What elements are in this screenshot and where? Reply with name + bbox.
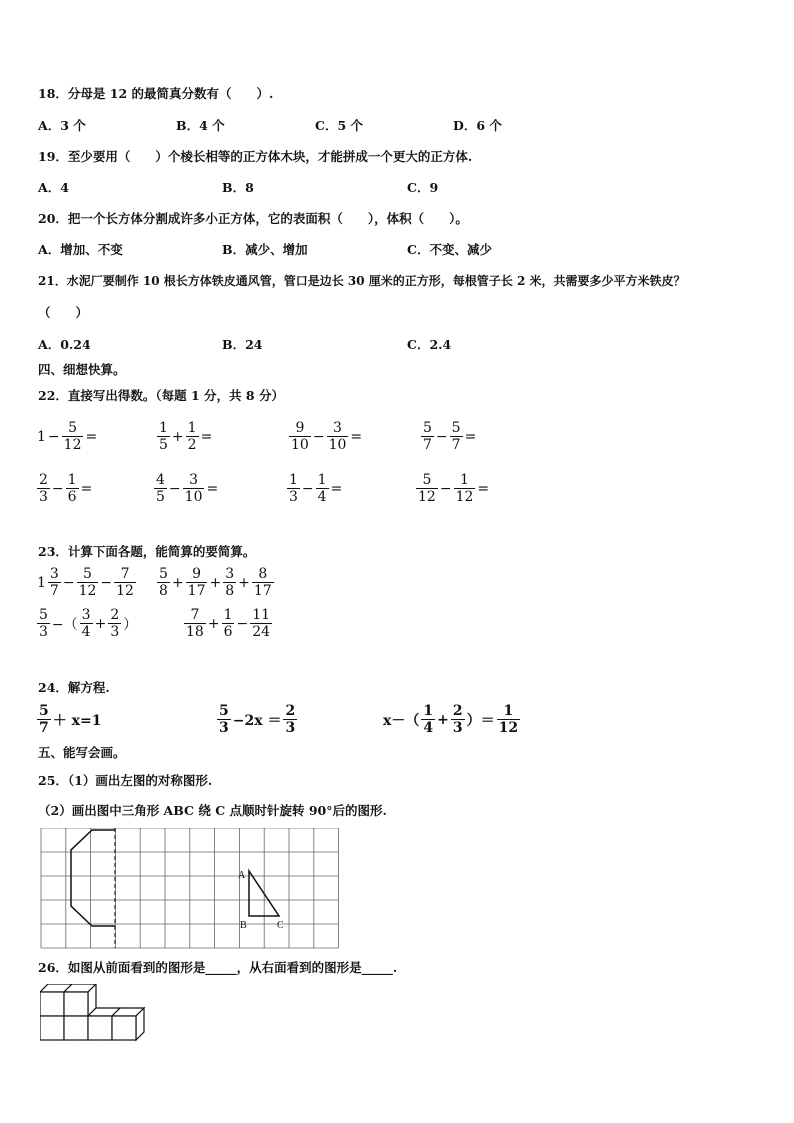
fraction — [157, 420, 170, 453]
expression-token: + — [207, 615, 220, 632]
denominator: 6 — [67, 489, 77, 505]
fraction — [157, 566, 170, 599]
expression-token: −（ — [51, 616, 78, 633]
denominator: 6 — [223, 624, 233, 640]
fraction — [37, 607, 50, 640]
expression-token: −2x ＝ — [232, 712, 282, 729]
denominator: 3 — [110, 624, 120, 640]
q26-stem: 26．如图从前面看到的图形是_____，从右面看到的图形是_____. — [38, 960, 398, 975]
q23-stem: 23．计算下面各题，能简算的要简算。 — [38, 544, 256, 559]
fraction — [421, 703, 435, 736]
q22-item-1 — [36, 420, 98, 453]
denominator: 10 — [291, 437, 309, 453]
fraction — [289, 420, 311, 453]
denominator: 18 — [186, 624, 204, 640]
numerator: 1 — [460, 472, 469, 488]
expression-token: = — [200, 428, 213, 445]
q23-item-4 — [183, 607, 273, 640]
numerator: 2 — [39, 472, 48, 488]
q19-option-c[interactable]: C．9 — [407, 180, 439, 195]
section-4-heading: 四、细想快算。 — [38, 362, 126, 377]
q18-option-b[interactable]: B．4 个 — [176, 118, 225, 133]
numerator: 3 — [225, 566, 235, 582]
fraction — [37, 472, 50, 505]
expression-token: x－（ — [383, 712, 420, 729]
expression-token: = — [477, 480, 490, 497]
q24-equation-1 — [36, 703, 102, 736]
q23-item-3 — [36, 607, 138, 640]
denominator: 8 — [159, 583, 168, 599]
expression-token: = — [85, 428, 98, 445]
expression-token: + — [171, 574, 184, 591]
q19-option-b[interactable]: B．8 — [222, 180, 254, 195]
numerator: 1 — [503, 703, 514, 719]
fraction — [66, 472, 79, 505]
numerator: 1 — [67, 472, 77, 488]
expression-token: − — [47, 428, 60, 445]
q20-stem: 20．把一个长方体分割成许多小正方体，它的表面积（ ），体积（ ）。 — [38, 211, 468, 226]
q19-option-a[interactable]: A．4 — [38, 180, 69, 195]
fraction — [186, 566, 208, 599]
fraction — [223, 566, 236, 599]
q24-stem: 24．解方程. — [38, 680, 110, 695]
q25-part-2: （2）画出图中三角形 ABC 绕 C 点顺时针旋转 90°后的图形. — [38, 803, 387, 818]
expression-token: + — [238, 574, 250, 591]
fraction — [108, 607, 121, 640]
fraction — [80, 607, 93, 640]
fraction — [416, 472, 438, 505]
denominator: 17 — [187, 583, 206, 599]
numerator: 3 — [333, 420, 342, 436]
expression-token: − — [236, 615, 249, 632]
expression-token: − — [51, 480, 64, 497]
numerator: 8 — [258, 566, 268, 582]
expression-token: = — [350, 428, 363, 445]
fraction — [48, 566, 61, 599]
q19-stem: 19．至少要用（ ）个棱长相等的正方体木块，才能拼成一个更大的正方体. — [38, 149, 473, 164]
numerator: 2 — [452, 703, 463, 719]
numerator: 3 — [81, 607, 91, 623]
expression-token: = — [464, 428, 477, 445]
fraction — [327, 420, 349, 453]
q22-item-8 — [415, 472, 490, 505]
q18-option-c[interactable]: C．5 个 — [315, 118, 363, 133]
denominator: 7 — [49, 583, 59, 599]
numerator: 7 — [190, 607, 200, 623]
q22-item-2 — [156, 420, 213, 453]
denominator: 12 — [498, 720, 519, 736]
label-b: B — [240, 920, 247, 931]
fraction — [186, 420, 199, 453]
fraction — [77, 566, 99, 599]
section-5-heading: 五、能写会画。 — [38, 745, 126, 760]
expression-token: + — [171, 428, 184, 445]
grid-lines — [41, 828, 339, 948]
label-c: C — [277, 920, 284, 931]
numerator: 11 — [252, 607, 271, 623]
numerator: 1 — [223, 607, 233, 623]
denominator: 12 — [418, 489, 436, 505]
numerator: 1 — [187, 420, 197, 436]
fraction — [283, 703, 297, 736]
q22-item-7 — [286, 472, 343, 505]
fraction — [454, 472, 476, 505]
expression-token: ） — [123, 616, 138, 633]
denominator: 5 — [159, 437, 168, 453]
numerator: 5 — [159, 566, 168, 582]
denominator: 2 — [187, 437, 197, 453]
denominator: 10 — [184, 489, 203, 505]
fraction — [451, 703, 465, 736]
denominator: 24 — [252, 624, 271, 640]
numerator: 3 — [49, 566, 59, 582]
numerator: 5 — [68, 420, 78, 436]
q22-item-4 — [420, 420, 477, 453]
q20-option-a[interactable]: A．增加、不变 — [38, 242, 123, 257]
numerator: 9 — [295, 420, 305, 436]
denominator: 3 — [289, 489, 298, 505]
numerator: 5 — [451, 420, 461, 436]
q21-blank: （ ） — [38, 305, 89, 320]
expression-token: 1 — [37, 428, 46, 445]
q22-item-6 — [153, 472, 219, 505]
q23-item-1 — [36, 566, 137, 599]
numerator: 1 — [317, 472, 327, 488]
numerator: 5 — [83, 566, 92, 582]
numerator: 4 — [156, 472, 165, 488]
expression-token: − — [312, 428, 325, 445]
expression-token: − — [301, 480, 314, 497]
expression-token: = — [80, 480, 93, 497]
q18-option-d[interactable]: D．6 个 — [453, 118, 502, 133]
fraction — [252, 566, 274, 599]
expression-token: 1 — [37, 574, 46, 591]
fraction — [421, 420, 434, 453]
q22-item-3 — [288, 420, 363, 453]
expression-token: − — [168, 480, 181, 497]
numerator: 5 — [39, 607, 48, 623]
q25-grid-figure — [40, 828, 342, 950]
denominator: 7 — [451, 437, 461, 453]
fraction — [62, 420, 84, 453]
fraction — [250, 607, 272, 640]
denominator: 5 — [156, 489, 165, 505]
numerator: 1 — [423, 703, 434, 719]
expression-token: − — [439, 480, 452, 497]
numerator: 1 — [289, 472, 298, 488]
q20-option-c[interactable]: C．不变、减少 — [407, 242, 492, 257]
denominator: 7 — [39, 720, 49, 736]
fraction — [37, 703, 51, 736]
expression-token: + — [94, 615, 107, 632]
denominator: 3 — [39, 489, 48, 505]
denominator: 12 — [63, 437, 82, 453]
denominator: 12 — [455, 489, 474, 505]
fraction — [217, 703, 231, 736]
q24-equation-2 — [216, 703, 298, 736]
fraction — [184, 607, 206, 640]
numerator: 2 — [285, 703, 296, 719]
numerator: 3 — [189, 472, 199, 488]
expression-token: − — [435, 428, 448, 445]
denominator: 3 — [39, 624, 48, 640]
q21-option-c[interactable]: C．2.4 — [407, 337, 452, 352]
q20-option-b[interactable]: B．减少、增加 — [222, 242, 308, 257]
expression-token: ＋ x=1 — [52, 712, 102, 729]
fraction — [183, 472, 205, 505]
expression-token: + — [437, 711, 449, 728]
expression-token: = — [330, 480, 343, 497]
expression-token: + — [209, 574, 222, 591]
q25-part-1: 25．（1）画出左图的对称图形. — [38, 773, 213, 788]
numerator: 5 — [219, 703, 229, 719]
expression-token: ）＝ — [466, 712, 495, 729]
denominator: 4 — [423, 720, 434, 736]
q22-stem: 22．直接写出得数。（每题 1 分，共 8 分） — [38, 388, 284, 403]
denominator: 7 — [423, 437, 432, 453]
fraction — [450, 420, 463, 453]
fraction — [497, 703, 520, 736]
expression-token: − — [62, 574, 75, 591]
denominator: 8 — [225, 583, 235, 599]
fraction — [154, 472, 167, 505]
fraction — [316, 472, 329, 505]
q24-equation-3 — [382, 703, 521, 736]
q18-stem: 18．分母是 12 的最简真分数有（ ）. — [38, 86, 274, 101]
q23-item-2 — [156, 566, 275, 599]
half-octagon-shape — [71, 830, 115, 926]
fraction — [287, 472, 300, 505]
denominator: 4 — [317, 489, 327, 505]
fraction — [114, 566, 136, 599]
numerator: 5 — [422, 472, 432, 488]
expression-token: − — [100, 574, 113, 591]
denominator: 4 — [81, 624, 91, 640]
denominator: 10 — [328, 437, 347, 453]
q18-option-a[interactable]: A．3 个 — [38, 118, 86, 133]
fraction — [222, 607, 235, 640]
numerator: 9 — [192, 566, 202, 582]
q22-item-5 — [36, 472, 93, 505]
denominator: 3 — [219, 720, 229, 736]
denominator: 12 — [78, 583, 97, 599]
numerator: 2 — [110, 607, 120, 623]
denominator: 3 — [452, 720, 463, 736]
label-a: A — [238, 870, 246, 881]
denominator: 17 — [253, 583, 272, 599]
numerator: 7 — [120, 566, 130, 582]
numerator: 5 — [39, 703, 49, 719]
denominator: 3 — [285, 720, 296, 736]
q21-stem: 21．水泥厂要制作 10 根长方体铁皮通风管，管口是边长 30 厘米的正方形，每根管子长 2 米，共需要多少平方米铁皮？ — [38, 274, 686, 288]
numerator: 1 — [159, 420, 168, 436]
q21-option-b[interactable]: B．24 — [222, 337, 263, 352]
expression-token: = — [206, 480, 219, 497]
numerator: 5 — [423, 420, 432, 436]
q21-option-a[interactable]: A．0.24 — [38, 337, 91, 352]
denominator: 12 — [116, 583, 134, 599]
q26-cube-figure — [40, 984, 150, 1044]
